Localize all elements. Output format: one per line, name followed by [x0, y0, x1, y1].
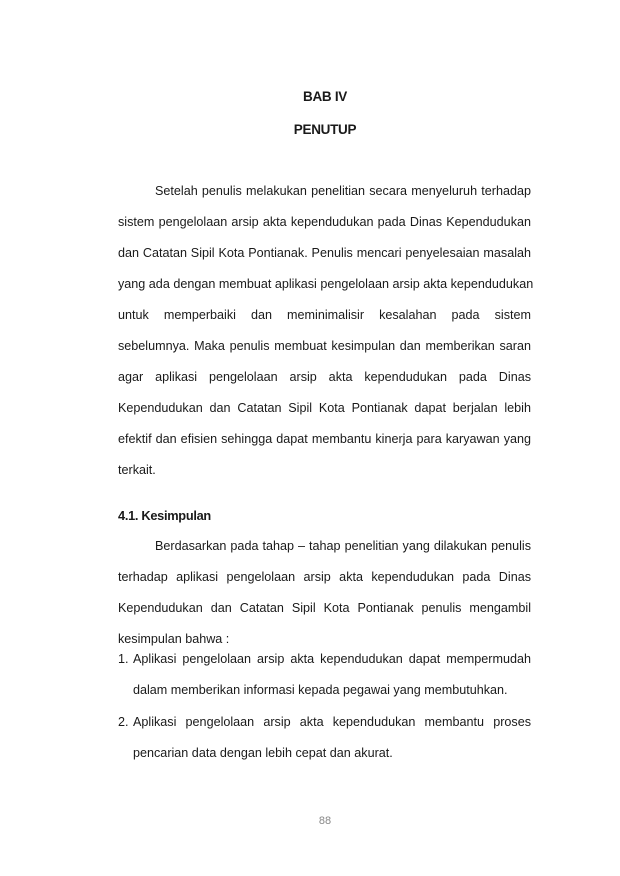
- list-item-number: 1.: [118, 652, 129, 666]
- paragraph-line: dan Catatan Sipil Kota Pontianak. Penulis mencari penyelesaian masalah: [118, 246, 531, 260]
- paragraph-line: Kependudukan dan Catatan Sipil Kota Pontianak dapat berjalan lebih: [118, 401, 531, 415]
- paragraph-line: Setelah penulis melakukan penelitian secara menyeluruh terhadap: [155, 184, 531, 198]
- paragraph-line: yang ada dengan membuat aplikasi pengelolaan arsip akta kependudukan: [118, 277, 534, 291]
- list-item-line: dalam memberikan informasi kepada pegawai yang membutuhkan.: [133, 683, 508, 697]
- paragraph-line: kesimpulan bahwa :: [118, 632, 230, 646]
- section-heading: 4.1. Kesimpulan: [118, 508, 211, 523]
- chapter-label: BAB IV: [303, 89, 347, 104]
- paragraph-line: terhadap aplikasi pengelolaan arsip akta kependudukan pada Dinas: [118, 570, 531, 584]
- paragraph-line: agar aplikasi pengelolaan arsip akta kependudukan pada Dinas: [118, 370, 531, 384]
- list-item-line: Aplikasi pengelolaan arsip akta kependudukan dapat mempermudah: [133, 652, 531, 666]
- paragraph-line: sebelumnya. Maka penulis membuat kesimpulan dan memberikan saran: [118, 339, 531, 353]
- list-item-line: Aplikasi pengelolaan arsip akta kependudukan membantu proses: [133, 715, 531, 729]
- paragraph-line: terkait.: [118, 463, 156, 477]
- list-item-number: 2.: [118, 715, 129, 729]
- paragraph-line: sistem pengelolaan arsip akta kependudukan pada Dinas Kependudukan: [118, 215, 531, 229]
- paragraph-line: efektif dan efisien sehingga dapat membantu kinerja para karyawan yang: [118, 432, 531, 446]
- paragraph-line: Berdasarkan pada tahap – tahap penelitian yang dilakukan penulis: [155, 539, 531, 553]
- chapter-title: PENUTUP: [293, 122, 357, 137]
- paragraph-line: untuk memperbaiki dan meminimalisir kesalahan pada sistem: [118, 308, 531, 322]
- list-item-line: pencarian data dengan lebih cepat dan akurat.: [133, 746, 393, 760]
- page-number: 88: [318, 815, 332, 827]
- paragraph-line: Kependudukan dan Catatan Sipil Kota Pontianak penulis mengambil: [118, 601, 531, 615]
